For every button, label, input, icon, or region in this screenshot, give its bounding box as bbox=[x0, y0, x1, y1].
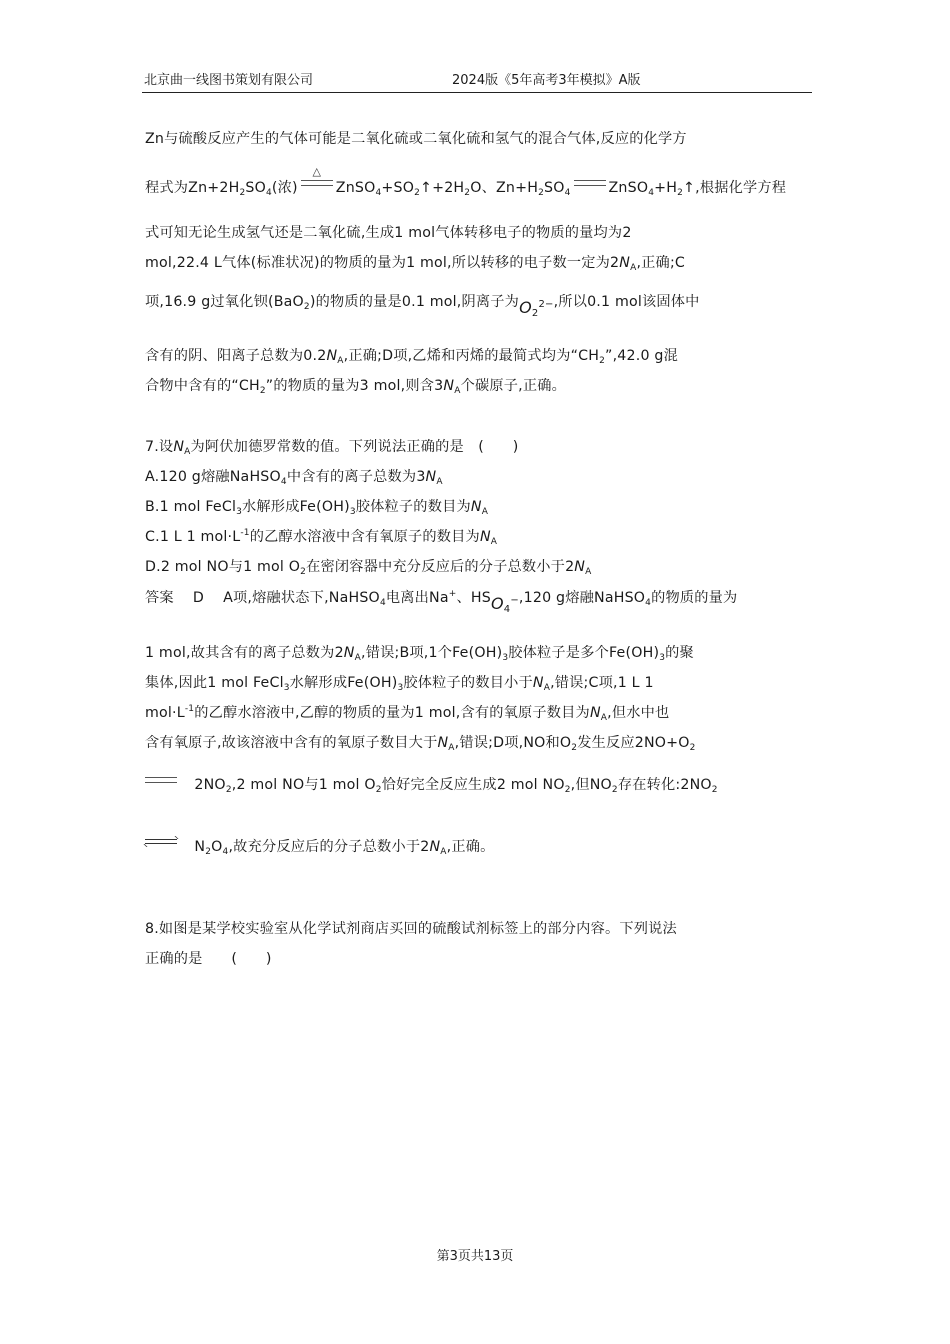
q6-line-6: 含有的阴、阳离子总数为$0.2N_A$,正确;D项,乙烯和丙烯的最简式均为“$CH_2”,42.0$ g混 bbox=[145, 348, 678, 366]
q7-answer-line-3: 集体,因此1 mol FeCl$_3$水解形成$Fe(OH)_3$胶体粒子的数目小于$N_A$,错误;C项,1 L 1 bbox=[145, 675, 654, 693]
heat-symbol: △ bbox=[312, 165, 322, 178]
page-number: 第3页共13页 bbox=[436, 1249, 514, 1264]
q8-stem-line-2: 正确的是 ( ) bbox=[145, 951, 272, 967]
q7-stem: 7.设$N_A$为阿伏加德罗常数的值。下列说法正确的是 ( ) bbox=[145, 439, 519, 457]
peroxide-ion: $O_2^{2-}$ bbox=[519, 298, 554, 319]
header-publisher: 北京曲一线图书策划有限公司 bbox=[144, 73, 314, 88]
q7-option-b: B.1 mol FeCl$_3$水解形成$Fe(OH)_3$胶体粒子的数目为$N_A$ bbox=[145, 499, 489, 517]
q7-option-c: C.1 L 1 $mol\cdot L^{-1}$的乙醇水溶液中含有氧原子的数目为$N_A$ bbox=[145, 528, 498, 547]
q7-answer-line-6: $2NO_2,2$ mol NO与1 mol $O_2$恰好完全反应生成2 mol $NO_2$,但$NO_2$存在转化$:2NO_2$ bbox=[145, 775, 718, 795]
reversible-arrow bbox=[145, 838, 177, 846]
q6-line-5: 项,16.9 g过氧化钡(BaO$_2$)的物质的量是0.1 mol,阴离子为$O_2^{2-}$,所以0.1 mol该固体中 bbox=[145, 294, 700, 319]
q6-line-3: 式可知无论生成氢气还是二氧化硫,生成1 mol气体转移电子的物质的量均为2 bbox=[145, 225, 632, 241]
q6-line-2-equation: 程式为$Zn+2H_2SO_4$(浓) △ $ZnSO_4+SO_2↑+2H_2O$、$Zn+H_2SO_4$ $ZnSO_4+H_2↑$,根据化学方程 bbox=[145, 178, 786, 198]
q6-line-1: Zn与硫酸反应产生的气体可能是二氧化硫或二氧化硫和氢气的混合气体,反应的化学方 bbox=[145, 131, 687, 147]
q6-line-7: 合物中含有的“$CH_2$”的物质的量为3 mol,则含$3N_A$个碳原子,正确。 bbox=[145, 378, 566, 396]
reaction-equals bbox=[574, 180, 606, 186]
reaction-equals-heat bbox=[301, 165, 333, 186]
q7-answer-line-4: $mol\cdot L^{-1}$的乙醇水溶液中,乙醇的物质的量为1 mol,含有的氧原子数目为$N_A$,但水中也 bbox=[145, 704, 670, 723]
reaction-equals bbox=[145, 777, 177, 783]
q6-line-4: mol,22.4 L气体(标准状况)的物质的量为1 mol,所以转移的电子数一定为$2N_A$,正确;C bbox=[145, 255, 686, 273]
q8-stem-line-1: 8.如图是某学校实验室从化学试剂商店买回的硫酸试剂标签上的部分内容。下列说法 bbox=[145, 921, 677, 937]
q7-option-d: D.2 mol NO与1 mol $O_2$在密闭容器中充分反应后的分子总数小于$2N_A$ bbox=[145, 559, 592, 577]
q7-answer-line-2: 1 mol,故其含有的离子总数为$2N_A$,错误;B项,1个$Fe(OH)_3$胶体粒子是多个$Fe(OH)_3$的聚 bbox=[145, 645, 694, 663]
q7-answer-line-1: 答案 D A项,熔融状态下,NaHSO$_4$电离出Na+、$HSO_4^-,120$ g熔融NaHSO$_4$的物质的量为 bbox=[145, 589, 738, 615]
header-book-title: 2024版《5年高考3年模拟》A版 bbox=[452, 73, 641, 88]
q7-answer-line-7: $N_2O_4$,故充分反应后的分子总数小于$2N_A$,正确。 bbox=[145, 837, 495, 857]
q7-option-a: A.120 g熔融NaHSO$_4$中含有的离子总数为$3N_A$ bbox=[145, 469, 443, 487]
answer-label: 答案 bbox=[145, 590, 174, 606]
answer-choice: D bbox=[192, 590, 205, 606]
hydrogen-sulfate-ion: $O_4^-$ bbox=[490, 594, 519, 615]
header-rule bbox=[142, 92, 812, 93]
q7-answer-line-5: 含有氧原子,故该溶液中含有的氧原子数目大于$N_A$,错误;D项,NO和$O_2$发生反应$2NO+O_2$ bbox=[145, 735, 696, 753]
